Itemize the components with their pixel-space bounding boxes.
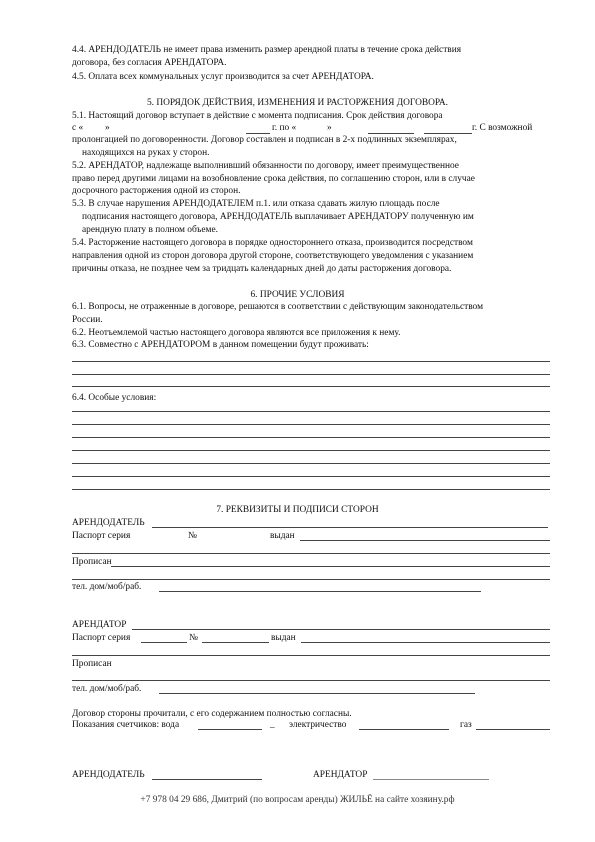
clause-6-3: 6.3. Совместно с АРЕНДАТОРОМ в данном помещении будут проживать: [72, 340, 369, 350]
clause-4-4-line-1: 4.4. АРЕНДОДАТЕЛЬ не имеет права изменить размер арендной платы в течение срока действия [72, 45, 462, 55]
meter-electricity-field[interactable] [359, 729, 449, 730]
landlord-phone-field[interactable] [159, 591, 481, 592]
landlord-name-field[interactable] [152, 527, 548, 528]
clause-5-1-line-4: находящихся на руках у сторон. [82, 148, 210, 158]
clause-5-1-date-to: г. по « [272, 123, 297, 133]
tenant-phone-label: тел. дом/моб/раб. [72, 684, 142, 694]
tenant-registered-label: Прописан [72, 659, 112, 669]
tenant-phone-field[interactable] [159, 693, 475, 694]
meter-electricity-label: электричество [289, 720, 347, 730]
landlord-passport-issued-field[interactable] [300, 540, 550, 541]
tenant-passport-series-field[interactable] [141, 642, 187, 643]
landlord-registered-line-2[interactable] [72, 579, 550, 580]
tenant-passport-issued-label: выдан [271, 633, 296, 643]
clause-5-1-prolongation: г. С возможной [472, 123, 533, 133]
special-terms-line-1[interactable] [72, 411, 550, 412]
clause-5-2-line-3: досрочного расторжения одной из сторон. [72, 186, 241, 196]
tenant-passport-number-label: № [189, 633, 198, 643]
date-start-year-field[interactable] [246, 133, 270, 134]
tenant-registered-line-1[interactable] [72, 680, 550, 681]
signature-landlord-field[interactable] [152, 779, 262, 780]
agreement-statement: Договор стороны прочитали, с его содержанием полностью согласны. [72, 709, 352, 719]
clause-5-1-line-1: 5.1. Настоящий договор вступает в действие с момента подписания. Срок действия договора [72, 111, 443, 121]
cohabitants-line-1[interactable] [72, 361, 550, 362]
footer-contact: +7 978 04 29 686, Дмитрий (по вопросам аренды) ЖИЛЬЁ на сайте хозяину.рф [140, 795, 455, 805]
landlord-passport-label: Паспорт серия [72, 531, 131, 541]
meter-gas-label: газ [460, 720, 472, 730]
tenant-passport-issued-field[interactable] [301, 642, 550, 643]
clause-4-4-line-2: договора, без согласия АРЕНДАТОРА. [72, 58, 227, 68]
cohabitants-line-2[interactable] [72, 374, 550, 375]
special-terms-line-5[interactable] [72, 463, 550, 464]
special-terms-line-7[interactable] [72, 489, 550, 490]
section-7-title: 7. РЕКВИЗИТЫ И ПОДПИСИ СТОРОН [216, 505, 379, 515]
meter-gas-field[interactable] [476, 729, 550, 730]
meter-water-sep: _ [270, 720, 275, 730]
clause-6-1-line-1: 6.1. Вопросы, не отраженные в договоре, решаются в соответствии с действующим законодательством [72, 302, 484, 312]
clause-5-1-date-start-quote: » [105, 123, 110, 133]
clause-6-2: 6.2. Неотъемлемой частью настоящего договора являются все приложения к нему. [72, 328, 401, 338]
clause-4-5: 4.5. Оплата всех коммунальных услуг производится за счет АРЕНДАТОРА. [72, 72, 374, 82]
clause-5-2-line-1: 5.2. АРЕНДАТОР, надлежаще выполнивший обязанности по договору, имеет преимущественное [72, 161, 459, 171]
special-terms-line-3[interactable] [72, 437, 550, 438]
tenant-name-field[interactable] [132, 629, 550, 630]
tenant-passport-line-2[interactable] [72, 655, 550, 656]
special-terms-line-4[interactable] [72, 450, 550, 451]
tenant-label: АРЕНДАТОР [72, 620, 127, 630]
section-5-title: 5. ПОРЯДОК ДЕЙСТВИЯ, ИЗМЕНЕНИЯ И РАСТОРЖЕНИЯ ДОГОВОРА. [146, 98, 449, 108]
clause-5-4-line-1: 5.4. Расторжение настоящего договора в порядке одностороннего отказа, производится посредством [72, 238, 473, 248]
tenant-passport-label: Паспорт серия [72, 633, 131, 643]
section-6-title: 6. ПРОЧИЕ УСЛОВИЯ [250, 290, 345, 300]
landlord-registered-field[interactable] [111, 566, 550, 567]
clause-6-4: 6.4. Особые условия: [72, 393, 157, 403]
special-terms-line-2[interactable] [72, 424, 550, 425]
landlord-passport-line-2[interactable] [72, 553, 550, 554]
signature-tenant-label: АРЕНДАТОР [313, 770, 368, 780]
special-terms-line-6[interactable] [72, 476, 550, 477]
clause-5-3-line-1: 5.3. В случае нарушения АРЕНДОДАТЕЛЕМ п.1. или отказа сдавать жилую площадь после [72, 199, 440, 209]
clause-5-1-line-3: пролонгацией по договоренности. Договор составлен и подписан в 2-х подлинных экземплярах, [72, 135, 457, 145]
landlord-phone-label: тел. дом/моб/раб. [72, 582, 142, 592]
date-end-month-field[interactable] [368, 133, 414, 134]
clause-5-1-date-start-prefix: с « [72, 123, 84, 133]
clause-6-1-line-2: России. [72, 315, 103, 325]
landlord-label: АРЕНДОДАТЕЛЬ [72, 518, 145, 528]
date-end-year-field[interactable] [424, 133, 472, 134]
cohabitants-line-3[interactable] [72, 386, 550, 387]
clause-5-1-date-end-quote: » [327, 123, 332, 133]
signature-tenant-field[interactable] [373, 779, 489, 780]
clause-5-4-line-2: направления одной из сторон договора другой стороне, соответствующего уведомления с указанием [72, 251, 474, 261]
landlord-passport-number-label: № [188, 531, 197, 541]
clause-5-2-line-2: право перед другими лицами на возобновление срока действия, по соглашению сторон, или в случае [72, 174, 475, 184]
signature-landlord-label: АРЕНДОДАТЕЛЬ [72, 770, 145, 780]
clause-5-3-line-3: арендную плату в полном объеме. [82, 225, 218, 235]
clause-5-4-line-3: причины отказа, не позднее чем за тридцать календарных дней до даты расторжения договора. [72, 264, 452, 274]
meter-water-field[interactable] [198, 729, 262, 730]
landlord-registered-label: Прописан [72, 557, 112, 567]
landlord-passport-issued-label: выдан [270, 531, 295, 541]
tenant-passport-number-field[interactable] [202, 642, 269, 643]
clause-5-3-line-2: подписания настоящего договора, АРЕНДОДАТЕЛЬ выплачивает АРЕНДАТОРУ полученную им [82, 212, 474, 222]
meters-label: Показания счетчиков: вода [72, 720, 180, 730]
